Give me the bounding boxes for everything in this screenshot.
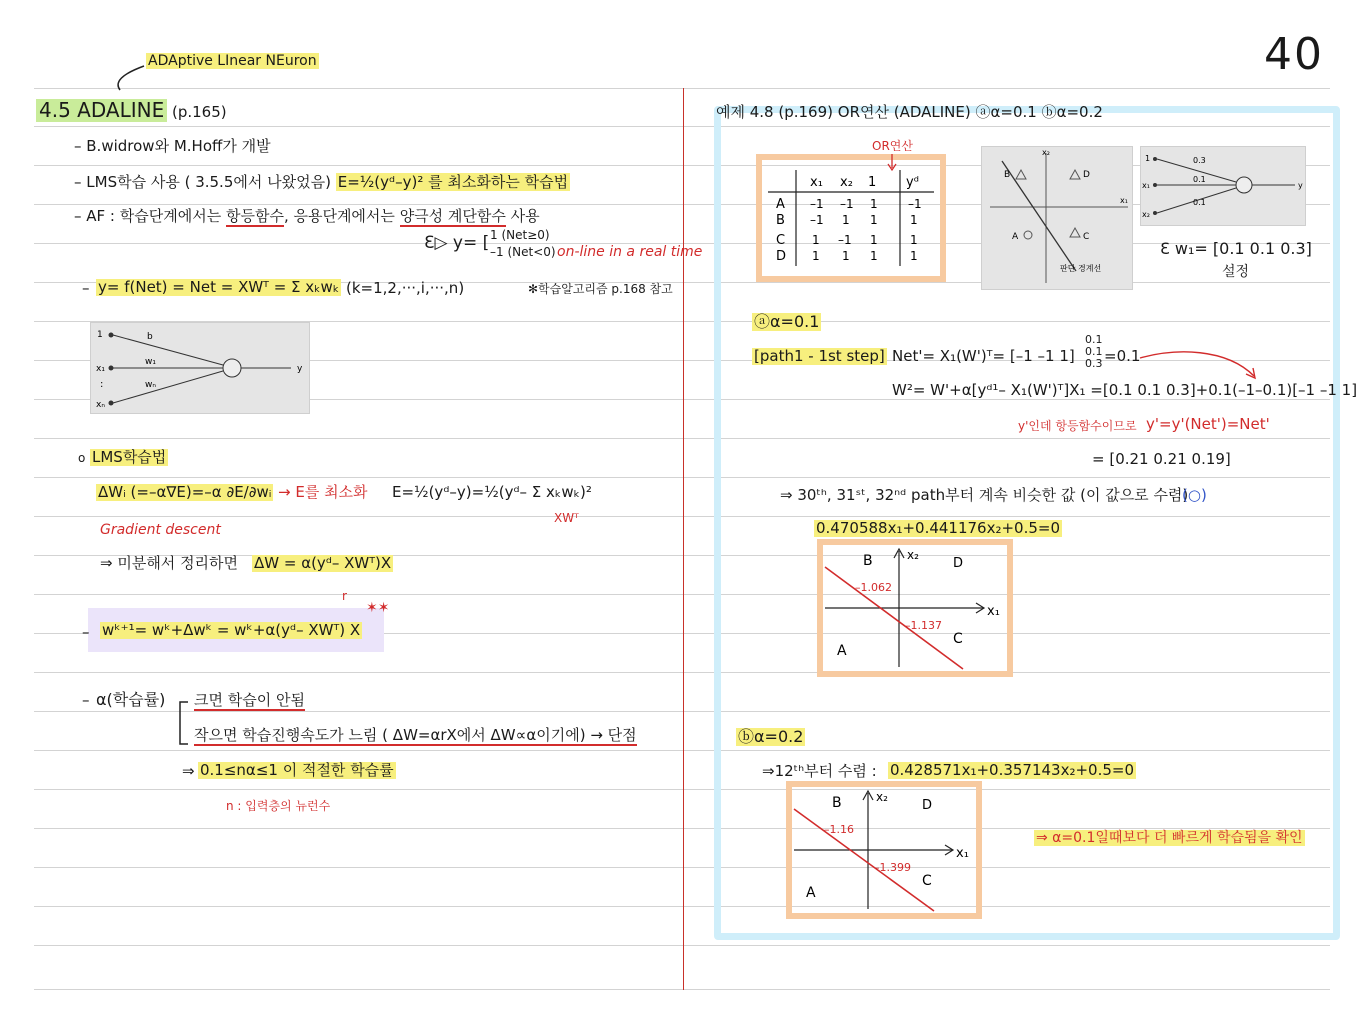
page-margin-line bbox=[683, 88, 684, 990]
lr-range: 0.1≤nα≤1 이 적절한 학습률 bbox=[200, 761, 394, 779]
diagram-output: y bbox=[297, 364, 303, 374]
photo-point-b: B bbox=[1004, 170, 1011, 180]
path-step-label: [path1 - 1st step] bbox=[754, 347, 885, 365]
importance-mark: ✶✶ bbox=[366, 600, 390, 616]
weight-update-result: = [0.21 0.21 0.19] bbox=[1092, 450, 1231, 468]
bullet-activation: – AF : 학습단계에서는 항등함수, 응용단계에서는 양극성 계단함수 사용 bbox=[74, 207, 540, 225]
graph-a-point-d: D bbox=[953, 556, 964, 571]
table-row-label: D bbox=[776, 249, 787, 264]
net-photo-input-x1: x₁ bbox=[1142, 181, 1150, 190]
diagram-bias-input: 1 bbox=[97, 330, 103, 340]
table-cell: –1 bbox=[810, 197, 824, 211]
graph-a-axis-x1: x₁ bbox=[987, 604, 1000, 619]
table-header-x2: x₂ bbox=[840, 175, 853, 190]
adaline-diagram bbox=[91, 323, 309, 413]
minimize-e-note: → E를 최소화 bbox=[278, 483, 368, 501]
weight-vector-1: 0.1 bbox=[1085, 333, 1103, 346]
table-cell: 1 bbox=[842, 213, 850, 227]
r-label: r bbox=[342, 589, 347, 603]
table-cell: –1 bbox=[810, 213, 824, 227]
boundary-b-equation: 0.428571x₁+0.357143x₂+0.5=0 bbox=[890, 761, 1135, 779]
net-calculation: Net'= X₁(W')ᵀ= [–1 –1 1] bbox=[892, 347, 1075, 365]
table-cell: 1 bbox=[812, 249, 820, 263]
diagram-w1: w₁ bbox=[145, 357, 156, 367]
table-cell: 1 bbox=[812, 233, 820, 247]
graph-b-point-c: C bbox=[922, 873, 932, 889]
bipolar-step-term: 양극성 계단함수 bbox=[399, 207, 506, 225]
diagram-bias-weight: b bbox=[147, 332, 153, 342]
table-cell: 1 bbox=[910, 233, 918, 247]
error-formula: E=½(yᵈ–y)=½(yᵈ– Σ xₖwₖ)² bbox=[392, 483, 592, 501]
net-formula-range: (k=1,2,···,i,···,n) bbox=[346, 279, 465, 297]
algorithm-reference: ✻학습알고리즘 p.168 참고 bbox=[528, 282, 673, 296]
graph-b-point-d: D bbox=[922, 798, 933, 813]
lr-dash: – bbox=[82, 691, 90, 709]
xwt-label: XWᵀ bbox=[554, 511, 579, 525]
bullet-lms: – LMS학습 사용 ( 3.5.5에서 나왔었음) E=½(yᵈ–y)² 를 최소화하는 학습법 bbox=[74, 173, 569, 191]
lr-small-effect: 작으면 학습진행속도가 느림 ( ΔW=αrX에서 ΔW∝α이기에) → 단점 bbox=[194, 727, 637, 746]
lms-title: LMS학습법 bbox=[92, 448, 167, 466]
table-cell: 1 bbox=[870, 249, 878, 263]
graph-b-x-intercept: –1.399 bbox=[874, 861, 911, 874]
table-row-label: C bbox=[776, 233, 786, 248]
graph-a-axis-x2: x₂ bbox=[907, 548, 919, 562]
convergence-a-mark: (○) bbox=[1182, 486, 1207, 504]
table-header-x1: x₁ bbox=[810, 175, 823, 190]
diagram-dots: : bbox=[100, 379, 104, 390]
network-photo-diagram bbox=[1141, 147, 1305, 225]
weight-update-calculation: W²= W'+α[yᵈ¹– X₁(W')ᵀ]X₁ =[0.1 0.1 0.3]+0.1(–1–0.1)[–1 –1 1] bbox=[892, 381, 1358, 399]
case-a-label: ⓐα=0.1 bbox=[754, 312, 820, 331]
lr-large-effect: 크면 학습이 안됨 bbox=[194, 692, 305, 711]
weight-vector-2: 0.1 bbox=[1085, 345, 1103, 358]
table-row-label: A bbox=[776, 197, 785, 212]
graph-b-y-intercept: –1.16 bbox=[824, 823, 854, 836]
or-truth-table bbox=[766, 166, 938, 270]
table-cell: –1 bbox=[838, 233, 852, 247]
initial-weights-label: 설정 bbox=[1222, 264, 1250, 280]
graph-a-point-c: C bbox=[953, 631, 963, 647]
formula-dash: – bbox=[82, 279, 90, 297]
net-photo-weight-1: 0.3 bbox=[1193, 156, 1206, 165]
boundary-a-equation: 0.470588x₁+0.441176x₂+0.5=0 bbox=[816, 519, 1061, 537]
identity-function-term: 항등함수 bbox=[225, 207, 284, 225]
photo-point-d: D bbox=[1083, 170, 1090, 180]
example-title: 예제 4.8 (p.169) OR연산 (ADALINE) ⓐα=0.1 ⓑα=0.2 bbox=[716, 103, 1103, 121]
graph-a bbox=[823, 545, 1007, 671]
table-cell: 1 bbox=[842, 249, 850, 263]
step-function-pos: 1 (Net≥0) bbox=[490, 228, 550, 242]
table-cell: 1 bbox=[910, 213, 918, 227]
identity-note: y'인데 항등함수이므로 bbox=[1018, 419, 1137, 433]
table-header-yd: yᵈ bbox=[906, 175, 919, 190]
graph-a-y-intercept: –1.062 bbox=[855, 581, 892, 594]
case-b-label: ⓑα=0.2 bbox=[738, 727, 804, 746]
bracket-icon bbox=[176, 700, 190, 746]
diagram-xn: xₙ bbox=[96, 400, 105, 410]
gradient-descent-label: Gradient descent bbox=[100, 522, 221, 538]
net-photo-weight-2: 0.1 bbox=[1193, 175, 1206, 184]
bullet-developers: – B.widrow와 M.Hoff가 개발 bbox=[74, 137, 271, 155]
graph-b-axis-x2: x₂ bbox=[876, 790, 888, 804]
adaline-diagram-photo bbox=[90, 322, 310, 414]
table-cell: 1 bbox=[870, 197, 878, 211]
photo-boundary-caption: 판단 경계선 bbox=[1060, 264, 1102, 273]
boundary-photo bbox=[981, 146, 1133, 290]
online-note: on-line in a real time bbox=[557, 244, 703, 260]
lms-bullet: o bbox=[78, 451, 86, 465]
weight-vector-3: 0.3 bbox=[1085, 357, 1103, 370]
step-function-neg: –1 (Net<0) bbox=[490, 245, 556, 259]
or-label: OR연산 bbox=[872, 139, 913, 153]
net-photo-weight-3: 0.1 bbox=[1193, 198, 1206, 207]
page-number: 40 bbox=[1264, 29, 1324, 80]
graph-b-axis-x1: x₁ bbox=[956, 846, 969, 861]
comparison-note: ⇒ α=0.1일때보다 더 빠르게 학습됨을 확인 bbox=[1036, 830, 1303, 846]
delta-w-formula: ΔWᵢ (=–α∇E)=–α ∂E/∂wᵢ bbox=[98, 483, 272, 501]
table-header-bias: 1 bbox=[868, 175, 877, 190]
graph-a-point-a: A bbox=[837, 643, 847, 659]
neuron-count-note: n : 입력층의 뉴런수 bbox=[226, 799, 331, 813]
learning-rate-title: α(학습률) bbox=[96, 690, 166, 709]
diagram-wn: wₙ bbox=[145, 380, 156, 390]
net-photo-input-1: 1 bbox=[1145, 154, 1151, 163]
lms-objective: E=½(yᵈ–y)² 를 최소화하는 학습법 bbox=[337, 173, 569, 191]
photo-axis-x2: x₂ bbox=[1042, 148, 1050, 157]
graph-b bbox=[792, 787, 976, 913]
network-photo bbox=[1140, 146, 1306, 226]
photo-point-a: A bbox=[1012, 232, 1019, 242]
graph-a-x-intercept: –1.137 bbox=[905, 619, 942, 632]
graph-b-point-a: A bbox=[806, 885, 816, 901]
section-heading: 4.5 ADALINE bbox=[36, 99, 167, 122]
section-page-ref: (p.165) bbox=[172, 103, 227, 121]
convergence-b-note: ⇒12ᵗʰ부터 수렴 : bbox=[762, 762, 877, 780]
table-cell: –1 bbox=[908, 197, 922, 211]
update-dash: – bbox=[82, 623, 90, 641]
arrow-down-icon bbox=[886, 152, 898, 172]
diagram-x1: x₁ bbox=[96, 364, 105, 374]
graph-b-point-b: B bbox=[832, 795, 842, 811]
derive-result: ΔW = α(yᵈ– XWᵀ)X bbox=[254, 554, 392, 572]
photo-axis-x1: x₁ bbox=[1120, 196, 1128, 205]
step-function-prefix: Ɛ▷ y= [ bbox=[424, 233, 490, 253]
table-row-label: B bbox=[776, 213, 785, 228]
initial-weights: Ɛ w₁= [0.1 0.1 0.3] bbox=[1160, 239, 1312, 258]
net-result: =0.1 bbox=[1104, 347, 1141, 365]
identity-equation: y'=y'(Net')=Net' bbox=[1146, 415, 1270, 433]
acronym-note: ADAptive LInear NEuron bbox=[148, 53, 317, 69]
table-cell: –1 bbox=[840, 197, 854, 211]
net-result-arrow-icon bbox=[1136, 346, 1262, 386]
graph-a-point-b: B bbox=[863, 553, 873, 569]
boundary-photo-diagram bbox=[982, 147, 1132, 289]
net-formula: y= f(Net) = Net = XWᵀ = Σ xₖwₖ bbox=[98, 278, 340, 296]
table-cell: 1 bbox=[910, 249, 918, 263]
update-rule: wᵏ⁺¹= wᵏ+Δwᵏ = wᵏ+α(yᵈ– XWᵀ) X bbox=[102, 621, 361, 639]
net-photo-input-x2: x₂ bbox=[1142, 210, 1150, 219]
derive-text: ⇒ 미분해서 정리하면 bbox=[100, 554, 239, 572]
net-photo-output: y bbox=[1298, 181, 1303, 190]
table-cell: 1 bbox=[870, 233, 878, 247]
photo-point-c: C bbox=[1083, 232, 1090, 242]
lr-range-arrow: ⇒ bbox=[182, 762, 195, 780]
convergence-a-note: ⇒ 30ᵗʰ, 31ˢᵗ, 32ⁿᵈ path부터 계속 비슷한 값 (이 값으로 수렴) bbox=[780, 486, 1189, 504]
table-cell: 1 bbox=[870, 213, 878, 227]
